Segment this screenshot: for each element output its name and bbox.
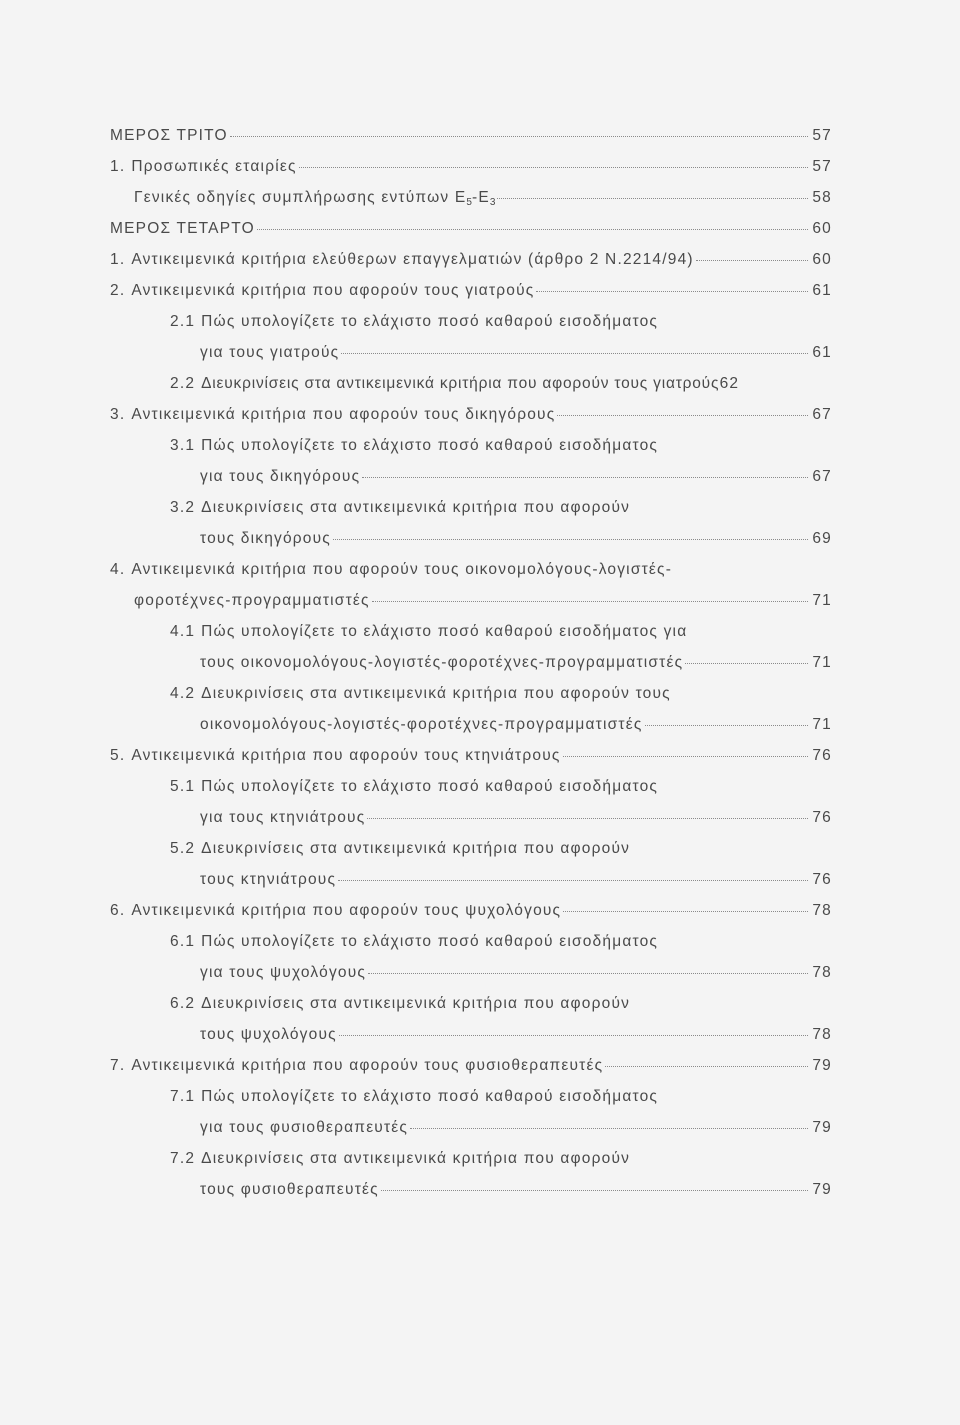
toc-entry-page: 69 xyxy=(812,530,832,547)
toc-entry xyxy=(110,901,832,921)
toc-entry-number: 7.1 xyxy=(170,1088,196,1105)
dot-leader xyxy=(536,291,808,292)
toc-entry xyxy=(170,374,834,394)
toc-entry-text: Αντικειμενικά κριτήρια που αφορούν τους γιατρούς xyxy=(131,282,535,299)
toc-entry-page: 61 xyxy=(812,282,832,299)
toc-entry xyxy=(170,312,832,332)
toc-entry-page: 78 xyxy=(812,902,832,919)
toc-entry xyxy=(110,560,832,580)
dot-leader xyxy=(685,663,808,664)
toc-entry-text: ΜΕΡΟΣ ΤΕΤΑΡΤΟ xyxy=(110,220,255,237)
dot-leader xyxy=(338,880,808,881)
toc-entry-page: 78 xyxy=(812,964,832,981)
toc-entry-text: τους φυσιοθεραπευτές xyxy=(200,1181,379,1198)
toc-entry-text: Διευκρινίσεις στα αντικειμενικά κριτήρια που αφορούν xyxy=(201,1150,631,1167)
toc-entry-page: 76 xyxy=(812,871,832,888)
toc-entry-page: 67 xyxy=(812,468,832,485)
toc-entry-number: 2.1 xyxy=(170,313,196,330)
toc-entry xyxy=(200,1180,832,1200)
toc-entry-page: 60 xyxy=(812,251,832,268)
toc-entry-page: 79 xyxy=(812,1119,832,1136)
dot-leader xyxy=(230,136,808,137)
dot-leader xyxy=(341,353,808,354)
dot-leader xyxy=(367,818,808,819)
toc-entry-number: 3.1 xyxy=(170,437,196,454)
toc-entry xyxy=(200,529,832,549)
toc-entry-number: 5. xyxy=(110,747,126,764)
toc-entry-number: 1. xyxy=(110,158,126,175)
toc-entry-text: οικονομολόγους-λογιστές-φοροτέχνες-προγραμματιστές xyxy=(200,716,643,733)
toc-entry-number: 4. xyxy=(110,561,126,578)
toc-entry-page: 57 xyxy=(812,127,832,144)
toc-entry xyxy=(200,808,832,828)
toc-entry-text: Πώς υπολογίζετε το ελάχιστο ποσό καθαρού εισοδήματος xyxy=(201,313,659,330)
toc-entry-text: Γενικές οδηγίες συμπλήρωσης εντύπων $E_5-E_3$ xyxy=(134,189,496,208)
toc-entry xyxy=(110,219,832,239)
toc-entry-page: 61 xyxy=(812,344,832,361)
toc-entry-number: 2. xyxy=(110,282,126,299)
toc-entry-text: Διευκρινίσεις στα αντικειμενικά κριτήρια που αφορούν xyxy=(201,840,631,857)
toc-entry-text: Διευκρινίσεις στα αντικειμενικά κριτήρια που αφορούν xyxy=(201,499,631,516)
toc-entry-text: Πώς υπολογίζετε το ελάχιστο ποσό καθαρού εισοδήματος xyxy=(201,778,659,795)
toc-entry-number: 7. xyxy=(110,1057,126,1074)
toc-entry xyxy=(170,932,832,952)
toc-entry xyxy=(110,157,832,177)
toc-entry-text: Αντικειμενικά κριτήρια που αφορούν τους ψυχολόγους xyxy=(131,902,562,919)
toc-entry-text: Προσωπικές εταιρίες xyxy=(131,158,297,175)
toc-entry xyxy=(110,126,832,146)
dot-leader xyxy=(605,1066,808,1067)
toc-entry xyxy=(110,405,832,425)
toc-entry-number: 6.1 xyxy=(170,933,196,950)
dot-leader xyxy=(339,1035,808,1036)
toc-entry-text: για τους ψυχολόγους xyxy=(200,964,367,981)
toc-entry-page: 62 xyxy=(719,375,740,392)
toc-entry xyxy=(200,715,832,735)
toc-entry-number: 5.1 xyxy=(170,778,196,795)
dot-leader xyxy=(299,167,808,168)
dot-leader xyxy=(333,539,808,540)
dot-leader xyxy=(563,756,808,757)
dot-leader xyxy=(410,1128,808,1129)
toc-entry-page: 71 xyxy=(812,654,832,671)
toc-entry-text: Πώς υπολογίζετε το ελάχιστο ποσό καθαρού εισοδήματος για xyxy=(201,623,688,640)
toc-entry xyxy=(170,1087,832,1107)
toc-entry-number: 4.1 xyxy=(170,623,196,640)
toc-entry xyxy=(200,343,832,363)
toc-entry xyxy=(134,188,832,213)
toc-entry xyxy=(170,436,832,456)
toc-entry xyxy=(134,591,832,611)
toc-entry-page: 79 xyxy=(812,1181,832,1198)
toc-entry-page: 78 xyxy=(812,1026,832,1043)
toc-entry-text: για τους δικηγόρους xyxy=(200,468,361,485)
toc-entry xyxy=(170,994,832,1014)
toc-entry xyxy=(170,684,832,704)
toc-entry xyxy=(200,1025,832,1045)
toc-entry-page: 58 xyxy=(812,189,832,206)
toc-entry-text: Αντικειμενικά κριτήρια που αφορούν τους δικηγόρους xyxy=(131,406,556,423)
toc-entry-text: Αντικειμενικά κριτήρια που αφορούν τους φυσιοθεραπευτές xyxy=(131,1057,604,1074)
dot-leader xyxy=(257,229,808,230)
toc-entry-page: 67 xyxy=(812,406,832,423)
toc-entry-number: 1. xyxy=(110,251,126,268)
toc-entry xyxy=(110,250,832,270)
toc-entry-page: 57 xyxy=(812,158,832,175)
dot-leader xyxy=(557,415,808,416)
toc-entry-number: 2.2 xyxy=(170,375,196,392)
toc-entry-page: 76 xyxy=(812,747,832,764)
toc-entry-page: 71 xyxy=(812,592,832,609)
toc-entry-number: 6. xyxy=(110,902,126,919)
toc-entry-text: Αντικειμενικά κριτήρια που αφορούν τους κτηνιάτρους xyxy=(131,747,561,764)
toc-entry xyxy=(110,746,832,766)
toc-entry-text: τους κτηνιάτρους xyxy=(200,871,337,888)
toc-entry-page: 79 xyxy=(812,1057,832,1074)
toc-entry xyxy=(110,1056,832,1076)
toc-entry-number: 4.2 xyxy=(170,685,196,702)
toc-entry xyxy=(170,777,832,797)
toc-entry xyxy=(170,498,832,518)
toc-entry-number: 3.2 xyxy=(170,499,196,516)
toc-entry xyxy=(110,281,832,301)
toc-entry-text: για τους φυσιοθεραπευτές xyxy=(200,1119,409,1136)
toc-entry-text: Διευκρινίσεις στα αντικειμενικά κριτήρια που αφορούν τους γιατρούς xyxy=(201,375,720,392)
toc-entry-text: Αντικειμενικά κριτήρια ελεύθερων επαγγελματιών (άρθρο 2 Ν.2214/94) xyxy=(131,251,694,268)
toc-entry-text: τους οικονομολόγους-λογιστές-φοροτέχνες-προγραμματιστές xyxy=(200,654,684,671)
toc-entry-text: για τους κτηνιάτρους xyxy=(200,809,366,826)
toc-entry xyxy=(170,839,832,859)
dot-leader xyxy=(362,477,808,478)
toc-entry-text: ΜΕΡΟΣ ΤΡΙΤΟ xyxy=(110,127,228,144)
toc-entry xyxy=(200,963,832,983)
toc-entry-text: Διευκρινίσεις στα αντικειμενικά κριτήρια που αφορούν τους xyxy=(201,685,671,702)
toc-entry-number: 7.2 xyxy=(170,1150,196,1167)
toc-entry-number: 3. xyxy=(110,406,126,423)
toc-entry-text: τους ψυχολόγους xyxy=(200,1026,337,1043)
toc-entry-text: Διευκρινίσεις στα αντικειμενικά κριτήρια που αφορούν xyxy=(201,995,631,1012)
dot-leader xyxy=(372,601,808,602)
toc-entry-text: Πώς υπολογίζετε το ελάχιστο ποσό καθαρού εισοδήματος xyxy=(201,437,659,454)
dot-leader xyxy=(497,198,808,199)
toc-entry xyxy=(170,1149,832,1169)
toc-entry-text: τους δικηγόρους xyxy=(200,530,331,547)
dot-leader xyxy=(645,725,808,726)
toc-entry-page: 76 xyxy=(812,809,832,826)
toc-entry xyxy=(200,653,832,673)
toc-entry-text: Πώς υπολογίζετε το ελάχιστο ποσό καθαρού εισοδήματος xyxy=(201,1088,659,1105)
toc-entry xyxy=(170,622,832,642)
toc-entry-text: για τους γιατρούς xyxy=(200,344,340,361)
dot-leader xyxy=(563,911,808,912)
toc-entry-text: φοροτέχνες-προγραμματιστές xyxy=(134,592,370,609)
toc-entry-page: 60 xyxy=(812,220,832,237)
toc-entry xyxy=(200,467,832,487)
dot-leader xyxy=(368,973,808,974)
toc-entry-page: 71 xyxy=(812,716,832,733)
toc-entry-number: 5.2 xyxy=(170,840,196,857)
toc-entry-text: Αντικειμενικά κριτήρια που αφορούν τους οικονομολόγους-λογιστές- xyxy=(131,561,673,578)
dot-leader xyxy=(381,1190,808,1191)
dot-leader xyxy=(696,260,808,261)
toc-entry-number: 6.2 xyxy=(170,995,196,1012)
toc-entry xyxy=(200,1118,832,1138)
toc-entry xyxy=(200,870,832,890)
toc-entry-text: Πώς υπολογίζετε το ελάχιστο ποσό καθαρού εισοδήματος xyxy=(201,933,659,950)
